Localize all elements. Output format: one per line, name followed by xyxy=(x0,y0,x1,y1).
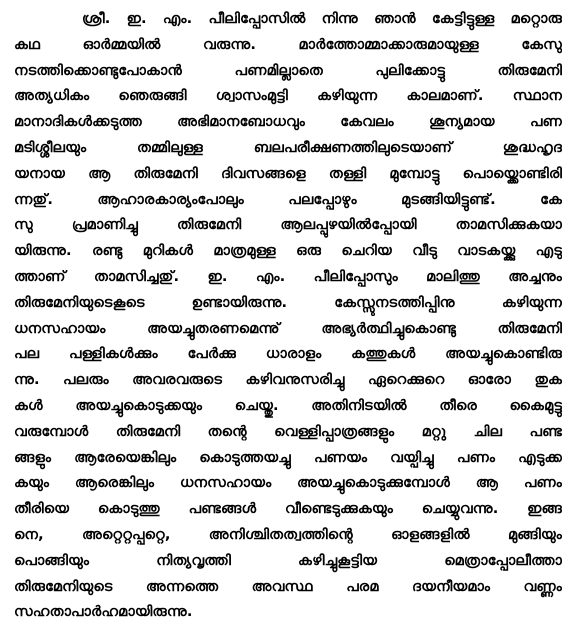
text-line: മാനാദികൾക്കടുത്ത അഭിമാനബോധവും കേവലം ശൂന്യമായ പണ xyxy=(14,113,562,131)
text-line: പൊങ്ങിയും നിത്യവൃത്തി കഴിച്ചുകൂട്ടിയ മെത്രാപ്പോലീത്താ xyxy=(14,551,562,569)
text-line: ങ്ങളും ആരേയെങ്കിലും കൊടുത്തയച്ചു പണയം വയ്പിച്ചു പണം എടുക്ക xyxy=(14,448,562,466)
text-line: തിരുമേനിയുടെകൂടെ ഉണ്ടായിരുന്നു. കേസ്സുനടത്തിപ്പിനു കഴിയുന്ന xyxy=(14,293,562,311)
text-line: തിരുമേനിയുടെ അന്നത്തെ അവസ്ഥ പരമ ദയനീയമാം വണ്ണം xyxy=(14,577,562,595)
text-line: വരുമ്പോൾ തിരുമേനി തന്റെ വെള്ളിപ്പാത്രങ്ങളും മറ്റു ചില പണ്ട xyxy=(14,422,562,440)
text-line: പല പള്ളികൾക്കും പേർക്കു ധാരാളം കത്തുകൾ അയച്ചുകൊണ്ടിരു xyxy=(14,345,562,363)
text-line: ന്നു. പലരും അവരവരുടെ കഴിവനുസരിച്ചു ഏറെക്കുറെ ഓരോ തുക xyxy=(14,371,562,389)
text-line: യനായ ആ തിരുമേനി ദിവസങ്ങളെ തള്ളി മുമ്പോട്ടു പൊയ്ക്കൊണ്ടിരി xyxy=(14,164,562,182)
text-line: നടത്തിക്കൊണ്ടുപോകാൻ പണമില്ലാതെ പുലിക്കോട്ടു തിരുമേനി xyxy=(14,61,562,79)
text-line: ധനസഹായം അയച്ചുതരണമെന്നു് അഭ്യർത്ഥിച്ചുകൊണ്ടു തിരുമേനി xyxy=(14,319,562,337)
text-line: യിരുന്നു. രണ്ടു മുറികൾ മാത്രമുള്ള ഒരു ചെറിയ വീടു വാടകയ്ക്കു എടു xyxy=(14,242,562,260)
text-line: നെ, അറ്റെറ്റപ്പറ്റെ, അനിശ്ചിതത്വത്തിന്റെ ഓളങ്ങളിൽ മുങ്ങിയും xyxy=(14,525,562,543)
paragraph xyxy=(14,6,562,625)
text-line: കയും ആരെങ്കിലും ധനസഹായം അയച്ചുകൊടുക്കുമ്പോൾ ആ പണം xyxy=(14,474,562,492)
text-line: ശ്രീ. ഇ. എം. പീലിപ്പോസിൽ നിന്നു ഞാൻ കേട്ടിട്ടുള്ള മറ്റൊരു xyxy=(82,10,562,27)
text-line: കഥ ഓർമ്മയിൽ വരുന്നു. മാർത്തോമ്മാക്കാരുമായുള്ള കേസു xyxy=(14,35,562,53)
text-line: തീരിയെ കൊടുത്തു പണ്ടങ്ങൾ വീണ്ടെടുക്കുകയും ചെയ്യുവന്നു. ഇങ്ങ xyxy=(14,500,562,518)
text-line: കൾ അയച്ചുകൊടുക്കയും ചെയ്തു. അതിനിടയിൽ തീരെ കൈമുട്ടു xyxy=(14,396,562,414)
text-line: മടിശ്ശീലയും തമ്മിലുള്ള ബലപരീക്ഷണത്തിലുടെയാണ് ശുദ്ധഹൃദ xyxy=(14,138,562,156)
text-line: സഹതാപാർഹമായിരുന്നു. xyxy=(14,603,193,621)
text-line: അത്യധികം ഞെരുങ്ങി ശ്വാസംമുട്ടി കഴിയുന്ന കാലമാണ്. സ്ഥാന xyxy=(14,87,562,105)
text-line: ത്താണ് താമസിച്ചതു്. ഇ. എം. പീലിപ്പോസും മാലിത്തു അച്ചനും xyxy=(14,267,562,285)
text-line: സു പ്രമാണിച്ചു തിരുമേനി ആലപ്പുഴയിൽപ്പോയി താമസിക്കുകയാ xyxy=(14,216,562,234)
text-line: ന്നതു്. ആഹാരകാര്യംപോലും പലപ്പോഴും മുടങ്ങിയിട്ടുണ്ട്. കേ xyxy=(14,190,562,208)
